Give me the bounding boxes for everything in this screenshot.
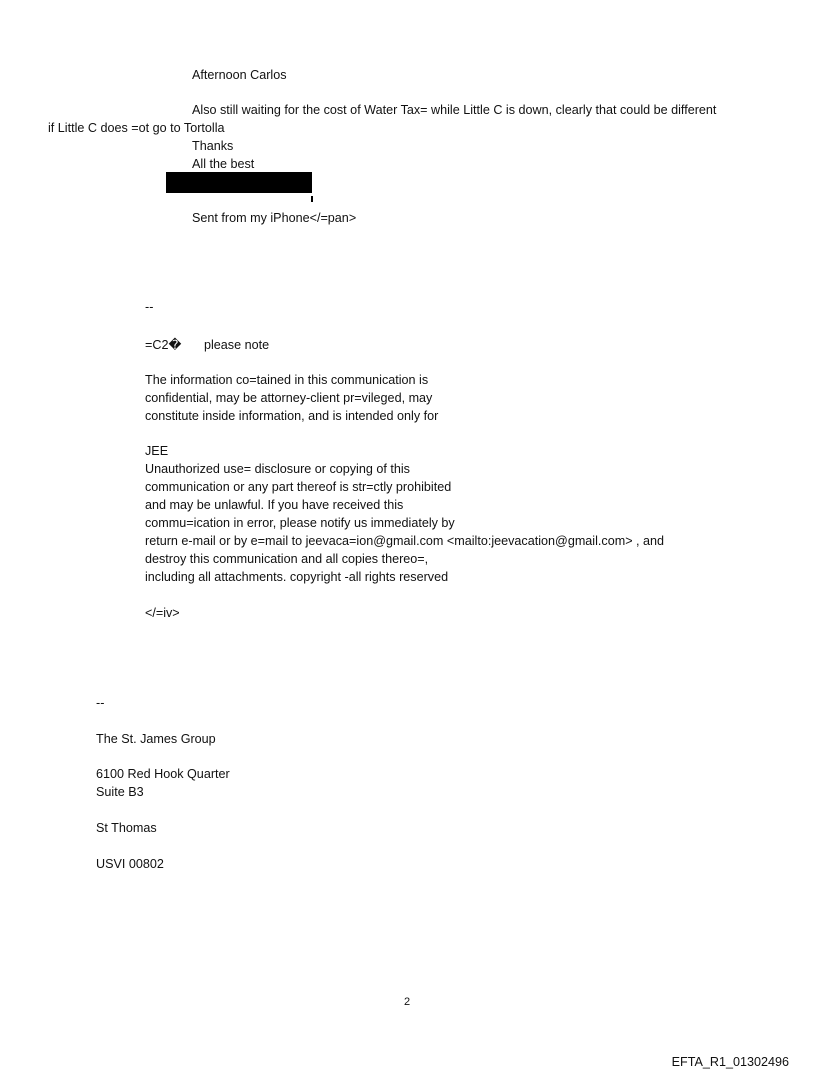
- disclaimer-line: commu=ication in error, please notify us immediately by: [145, 516, 455, 530]
- body-line-2: if Little C does =ot go to Tortolla: [48, 121, 225, 135]
- recipient-text: JEE: [145, 444, 169, 458]
- disclaimer-line: constitute inside information, and is intended only for: [145, 409, 439, 423]
- closing-tag: </=iv>: [145, 606, 180, 620]
- company-name: The St. James Group: [96, 732, 216, 746]
- note-label: please note: [204, 338, 270, 352]
- page-number: 2: [404, 996, 411, 1008]
- city-text: St Thomas: [96, 821, 157, 835]
- address-line-1: 6100 Red Hook Quarter: [96, 767, 230, 781]
- redaction-bar: [166, 172, 312, 193]
- disclaimer-line: confidential, may be attorney-client pr=vileged, may: [145, 391, 433, 405]
- disclaimer-line: The information co=tained in this communication is: [145, 373, 429, 387]
- note-prefix: =C2�: [145, 338, 182, 352]
- region-text: USVI 00802: [96, 857, 164, 871]
- body-line-1: Also still waiting for the cost of Water Tax= while Little C is down, clearly that could be different: [192, 103, 717, 117]
- disclaimer-separator: --: [145, 300, 154, 314]
- disclaimer-line: including all attachments. copyright -all rights reserved: [145, 570, 449, 584]
- disclaimer-line: return e-mail or by e=mail to jeevaca=ion@gmail.com <mailto:jeevacation@gmail.com> , and: [145, 534, 665, 548]
- redaction-tick: [311, 196, 313, 202]
- signature-separator: --: [96, 696, 105, 710]
- closing-text: All the best: [192, 157, 255, 171]
- disclaimer-line: communication or any part thereof is str=ctly prohibited: [145, 480, 452, 494]
- disclaimer-line: and may be unlawful. If you have received this: [145, 498, 404, 512]
- thanks-text: Thanks: [192, 139, 234, 153]
- disclaimer-line: Unauthorized use= disclosure or copying of this: [145, 462, 410, 476]
- document-id: EFTA_R1_01302496: [671, 1055, 789, 1069]
- greeting: Afternoon Carlos: [192, 68, 287, 82]
- disclaimer-line: destroy this communication and all copies thereo=,: [145, 552, 429, 566]
- address-line-2: Suite B3: [96, 785, 144, 799]
- sent-from-line: Sent from my iPhone</=pan>: [192, 211, 357, 225]
